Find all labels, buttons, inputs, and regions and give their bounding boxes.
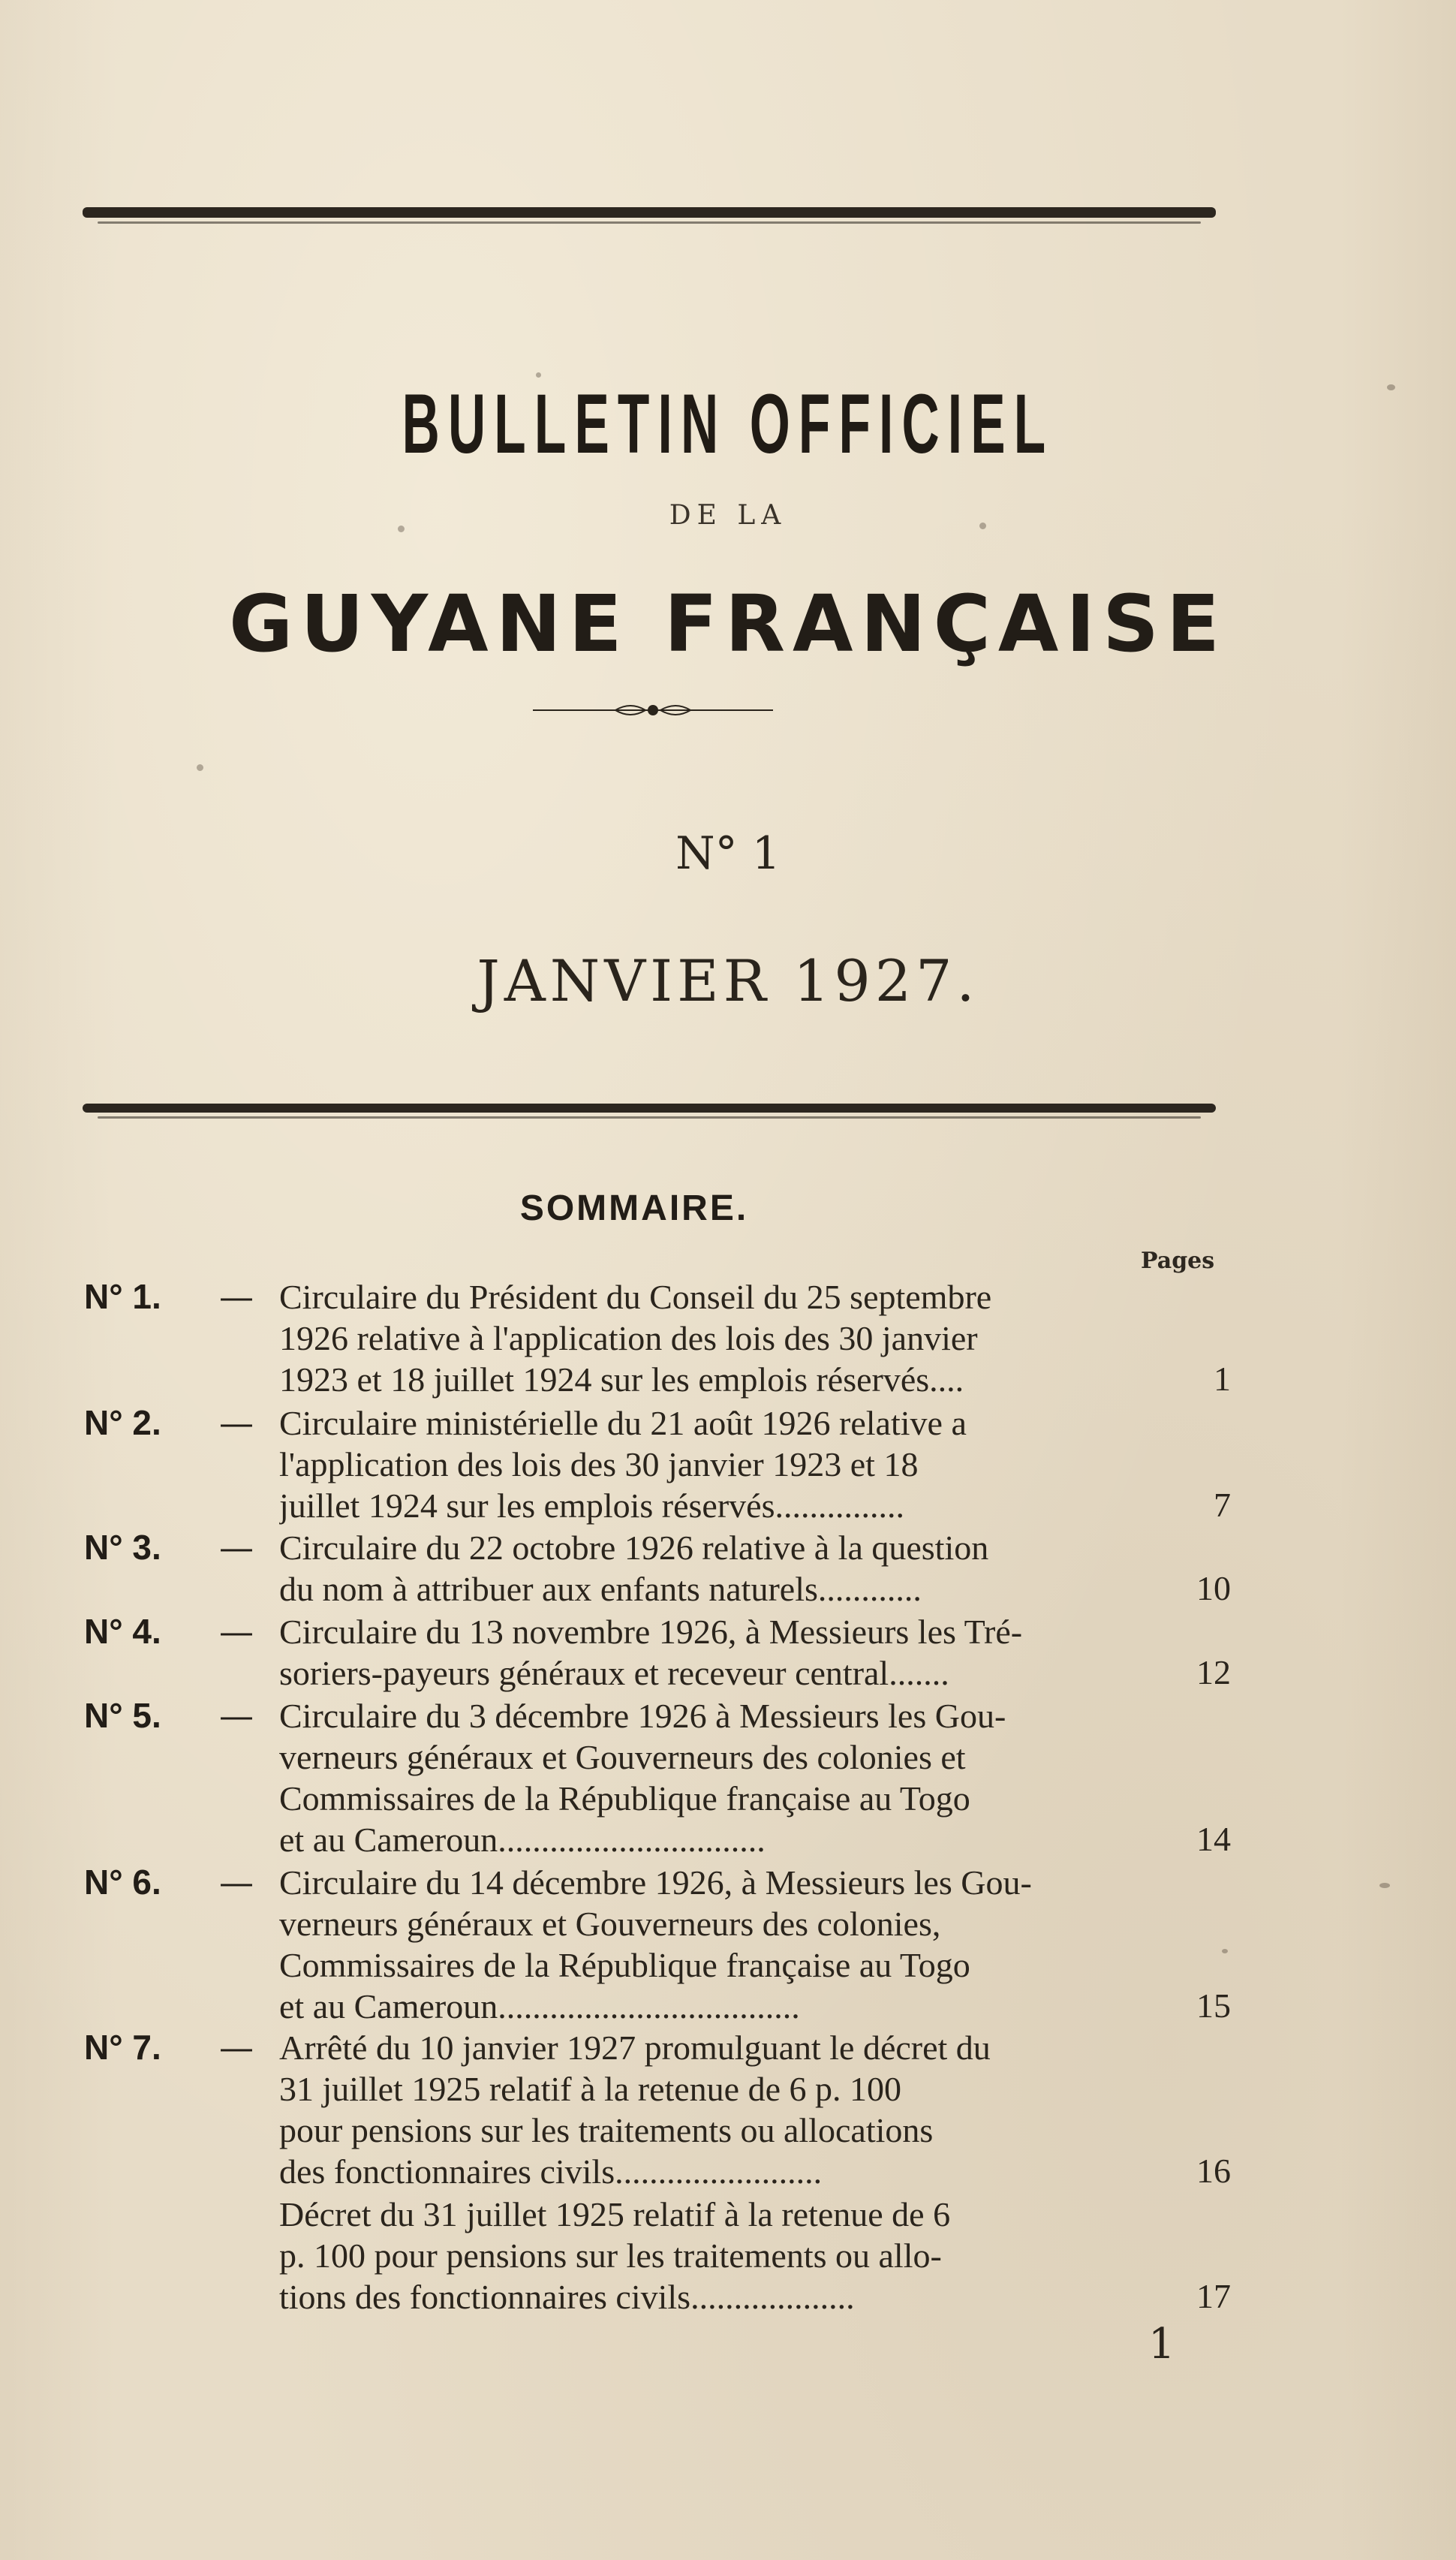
- toc-entry-line: Circulaire du 3 décembre 1926 à Messieurs les Gou-: [279, 1697, 1006, 1735]
- toc-entry-dash: —: [219, 1527, 254, 1568]
- middle-rule: [83, 1104, 1216, 1113]
- toc-entry-page: 10: [1196, 1569, 1231, 1607]
- toc-entry-line: et au Cameroun...............................: [279, 1821, 766, 1859]
- paper-speck: [1379, 1883, 1390, 1888]
- toc-entry-dash: —: [219, 1862, 254, 1902]
- toc-entry-page: 17: [1196, 2277, 1231, 2315]
- toc-entry-number: N° 1.: [84, 1277, 161, 1316]
- toc-entry-page: 15: [1196, 1986, 1231, 2025]
- top-rule-thin: [98, 221, 1201, 224]
- middle-rule-thin: [98, 1116, 1201, 1119]
- toc-entry-line: 31 juillet 1925 relatif à la retenue de 6 p. 100: [279, 2070, 902, 2108]
- pages-column-label: Pages: [1141, 1248, 1215, 1274]
- toc-entry-line: Arrêté du 10 janvier 1927 promulguant le décret du: [279, 2028, 991, 2067]
- toc-entry-line: et au Cameroun...................................: [279, 1987, 800, 2025]
- issue-number: N° 1: [675, 827, 781, 880]
- bulletin-title: BULLETIN OFFICIEL: [402, 377, 1054, 471]
- toc-entry-number: N° 6.: [84, 1863, 161, 1902]
- toc-entry-dash: —: [219, 2027, 254, 2068]
- toc-entry-dash: —: [219, 1402, 254, 1443]
- toc-entry-line: juillet 1924 sur les emplois réservés...............: [279, 1486, 904, 1525]
- ornament-divider-icon: [533, 697, 773, 724]
- toc-entry-page: 14: [1196, 1820, 1231, 1858]
- toc-entry-text: [279, 1611, 1165, 1694]
- toc-entry-line: 1926 relative à l'application des lois des 30 janvier: [279, 1319, 978, 1357]
- toc-entry-line: verneurs généraux et Gouverneurs des colonies,: [279, 1905, 941, 1943]
- toc-entry-page: 7: [1214, 1486, 1231, 1524]
- toc-entry-line: du nom à attribuer aux enfants naturels............: [279, 1570, 922, 1608]
- top-rule: [83, 207, 1216, 218]
- toc-entry-dash: —: [219, 1695, 254, 1736]
- toc-entry-line: verneurs généraux et Gouverneurs des colonies et: [279, 1738, 966, 1776]
- toc-entry-line: tions des fonctionnaires civils...................: [279, 2278, 855, 2316]
- toc-entry-dash: —: [219, 1276, 254, 1317]
- page-folio: 1: [1148, 2320, 1175, 2369]
- toc-entry-text: [279, 1402, 1165, 1526]
- toc-entry-text: [279, 1695, 1165, 1860]
- toc-entry-line: Décret du 31 juillet 1925 relatif à la retenue de 6: [279, 2195, 951, 2233]
- toc-entry-line: des fonctionnaires civils........................: [279, 2152, 823, 2191]
- toc-entry-number: N° 5.: [84, 1696, 161, 1735]
- toc-entry-number: N° 7.: [84, 2028, 161, 2067]
- toc-entry-line: 1923 et 18 juillet 1924 sur les emplois réservés....: [279, 1360, 964, 1399]
- toc-entry-line: Circulaire du 14 décembre 1926, à Messieurs les Gou-: [279, 1863, 1032, 1902]
- toc-entry-page: 1: [1214, 1360, 1231, 1398]
- toc-entry-line: Circulaire du 13 novembre 1926, à Messieurs les Tré-: [279, 1613, 1023, 1651]
- toc-entry-number: N° 2.: [84, 1403, 161, 1442]
- toc-entry-text: [279, 1527, 1165, 1610]
- toc-entry-line: soriers-payeurs généraux et receveur central.......: [279, 1654, 949, 1692]
- summary-heading: SOMMAIRE.: [519, 1188, 749, 1228]
- toc-entry-line: p. 100 pour pensions sur les traitements ou allo-: [279, 2236, 942, 2275]
- toc-entry-line: Circulaire du Président du Conseil du 25 septembre: [279, 1278, 992, 1316]
- toc-entry-text: [279, 1862, 1165, 2027]
- title-connector: DE LA: [669, 500, 787, 531]
- toc-entry-line: Commissaires de la République française au Togo: [279, 1946, 970, 1984]
- toc-entry-dash: —: [219, 1611, 254, 1652]
- paper-speck: [197, 764, 203, 771]
- toc-entry-text: [279, 1276, 1165, 1400]
- toc-entry-number: N° 3.: [84, 1528, 161, 1567]
- toc-entry-number: N° 4.: [84, 1612, 161, 1651]
- toc-entry-line: l'application des lois des 30 janvier 1923 et 18: [279, 1445, 919, 1483]
- toc-entry-line: Circulaire du 22 octobre 1926 relative à la question: [279, 1528, 989, 1567]
- toc-entry-line: pour pensions sur les traitements ou allocations: [279, 2111, 934, 2149]
- toc-entry-page: 16: [1196, 2152, 1231, 2190]
- issue-date: JANVIER 1927.: [477, 947, 979, 1014]
- paper-speck: [1222, 1949, 1228, 1953]
- toc-entry-page: 12: [1196, 1653, 1231, 1691]
- toc-entry-text: [279, 2027, 1165, 2192]
- toc-entry-text: [279, 2194, 1165, 2318]
- toc-entry-line: Circulaire ministérielle du 21 août 1926 relative a: [279, 1404, 967, 1442]
- paper-speck: [1387, 384, 1395, 390]
- toc-entry-line: Commissaires de la République française au Togo: [279, 1779, 970, 1818]
- territory-title: GUYANE FRANÇAISE: [228, 578, 1228, 670]
